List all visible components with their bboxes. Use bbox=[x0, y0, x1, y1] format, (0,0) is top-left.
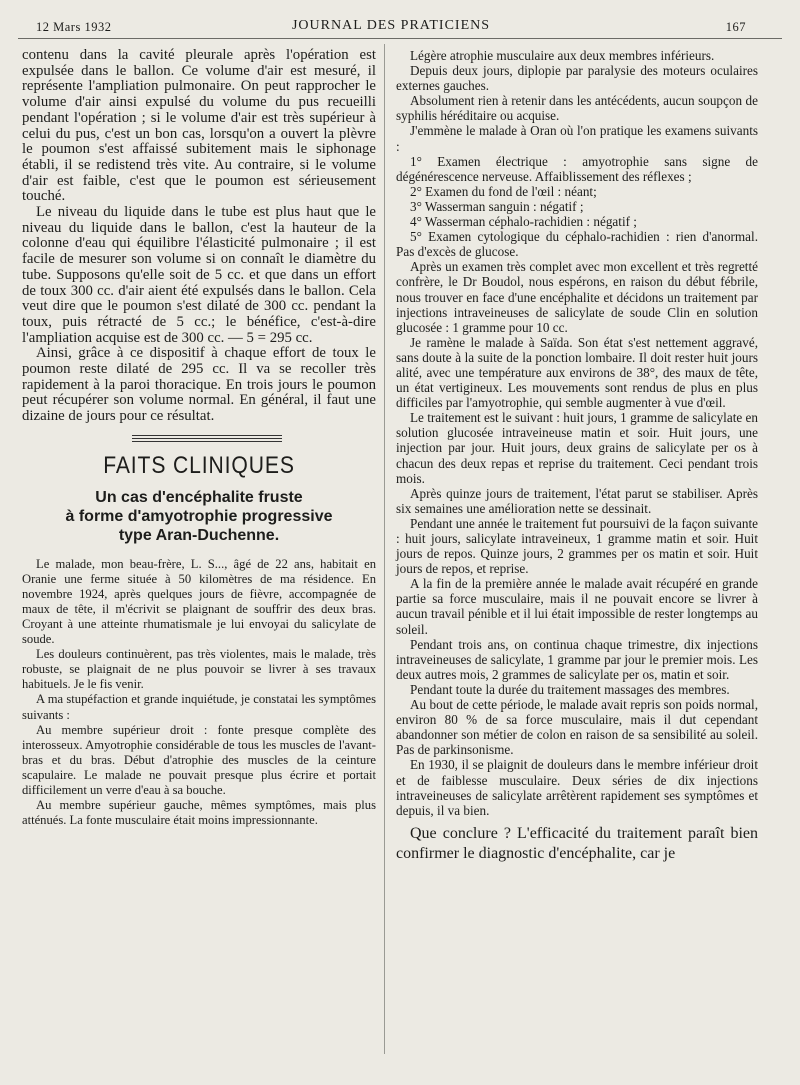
paragraph: contenu dans la cavité pleurale après l'opération est expulsée dans le ballon. Ce volume d'air est mesuré, il représente l'ampliation pulmonaire. On peut rapprocher le volume d'air ainsi expulsé du volume du pus recueilli pendant l'opération ; si le volume d'air est très supérieur à celui du pus, c'est un bon cas, lorsqu'on a ouvert la plèvre le poumon s'est affaissé subitement mais le siphonage établi, il se redistend très vite. Au contraire, si le volume d'air est faible, c'est que le poumon est sérieusement touché. bbox=[22, 47, 376, 205]
section-divider bbox=[132, 435, 282, 442]
paragraph: Légère atrophie musculaire aux deux membres inférieurs. bbox=[410, 48, 715, 63]
section-title: FAITS CLINIQUES bbox=[103, 451, 295, 479]
conclusion-paragraph: Que conclure ? L'efficacité du traitement paraît bien confirmer le diagnostic d'encéphalite, car je bbox=[396, 824, 758, 862]
paragraph: Au membre supérieur droit : fonte presque complète des interosseux. Amyotrophie considérable de tous les muscles de l'avant-bras et du bras. Début d'atrophie des muscles de la ceinture scapulaire. Le malade ne pouvait presque plus écrire et portait difficilement un verre d'eau à sa bouche. bbox=[22, 722, 376, 797]
paragraph: Le malade, mon beau-frère, L. S..., âgé de 22 ans, habitait en Oranie une ferme située à 50 kilomètres de ma résidence. En novembre 1924, après quelques jours de fièvre, accompagnée de maux de tête, il m'écrivit se plaignant de souffrir des deux bras. Croyant à une atteinte rhumatismale je lui envoyai du salicylate de soude. bbox=[22, 556, 376, 647]
exam-item: 1° Examen électrique : amyotrophie sans signe de dégénérescence nerveuse. Affaiblissement des réflexes ; bbox=[396, 153, 758, 184]
paragraph: Je ramène le malade à Saïda. Son état s'est nettement aggravé, sans doute à la suite de la ponction lombaire. Il doit rester huit jours alité, avec une température aux environs de 38°, des maux de tête, un état vertigineux. Les mouvements sont rendus de plus en plus difficiles par l'amyotrophie, qui semble augmenter à vue d'œil. bbox=[396, 334, 758, 411]
paragraph: Après un examen très complet avec mon excellent et très regretté confrère, le Dr Boudol, nous espérons, en raison du début fébrile, nous trouver en face d'une encéphalite et décidons un traitement par injections intraveineuses de salicylate de soude Clin en solution glucosée : 1 gramme pour 10 cc. bbox=[396, 259, 758, 335]
page-number: 167 bbox=[725, 20, 746, 34]
exam-item: 5° Examen cytologique du céphalo-rachidien : rien d'anormal. Pas d'excès de glucose. bbox=[396, 229, 758, 260]
paragraph: Les douleurs continuèrent, pas très violentes, mais le malade, très robuste, se plaignait de ne plus pouvoir se livrer à ses travaux habituels. Je le fis venir. bbox=[22, 647, 376, 692]
paragraph: Au bout de cette période, le malade avait repris son poids normal, environ 80 % de sa force musculaire, mais il dut cependant abandonner son métier de colon en raison de sa sensibilité au soleil. Pas de parkinsonisme. bbox=[396, 697, 758, 758]
paragraph: Pendant toute la durée du traitement massages des membres. bbox=[410, 681, 730, 697]
exam-item: 2° Examen du fond de l'œil : néant; bbox=[410, 183, 597, 199]
exam-item: 3° Wasserman sanguin : négatif ; bbox=[410, 198, 584, 214]
paragraph: Absolument rien à retenir dans les antécédents, aucun soupçon de syphilis héréditaire ou acquise. bbox=[396, 93, 758, 124]
issue-date: 12 Mars 1932 bbox=[36, 20, 112, 34]
paragraph: A ma stupéfaction et grande inquiétude, je constatai les symptômes suivants : bbox=[22, 692, 376, 722]
right-column bbox=[396, 48, 758, 864]
paragraph: Pendant une année le traitement fut poursuivi de la façon suivante : huit jours, salicylate intraveineux, 1 gramme matin et soir. Huit jours de repos. Quinze jours, 2 grammes per os matin et soir. Huit jours de repos, et reprise. bbox=[396, 515, 758, 577]
paragraph: Ainsi, grâce à ce dispositif à chaque effort de toux le poumon reste dilaté de 295 cc. Il va se recoller très rapidement à la paroi thoracique. En trois jours le poumon peut récupérer son volume normal. En général, il faut une dizaine de jours pour ce résultat. bbox=[22, 345, 376, 425]
case-title-line: à forme d'amyotrophie progressive bbox=[65, 507, 333, 525]
journal-title: JOURNAL DES PRATICIENS bbox=[291, 18, 491, 33]
page-header bbox=[36, 18, 746, 38]
paragraph: A la fin de la première année le malade avait récupéré en grande partie sa force musculaire, mais il ne pouvait encore se livrer à aucun travail pénible et il lui était impossible de rester longtemps au soleil. bbox=[396, 576, 758, 637]
case-title bbox=[22, 488, 376, 545]
paragraph: Depuis deux jours, diplopie par paralysie des moteurs oculaires externes gauches. bbox=[396, 63, 758, 94]
paragraph: Au membre supérieur gauche, mêmes symptômes, mais plus atténués. La fonte musculaire était moins impressionnante. bbox=[22, 798, 376, 828]
left-column bbox=[22, 48, 376, 828]
exam-item: 4° Wasserman céphalo-rachidien : négatif ; bbox=[410, 214, 637, 230]
case-title-line: type Aran-Duchenne. bbox=[118, 526, 280, 544]
header-rule bbox=[18, 38, 782, 39]
case-title-line: Un cas d'encéphalite fruste bbox=[95, 488, 303, 506]
paragraph: En 1930, il se plaignit de douleurs dans le membre inférieur droit et de faiblesse musculaire. Deux séries de dix injections intraveineuses de salicylate arrêtèrent rapidement ses symptômes et depuis, il va bien. bbox=[396, 757, 758, 818]
paragraph: Pendant trois ans, on continua chaque trimestre, dix injections intraveineuses de salicylate, 1 gramme par jour le premier mois. Les deux autres mois, 2 grammes de salicylate per os, matin et soir. bbox=[396, 636, 758, 682]
case-text bbox=[22, 557, 376, 829]
paragraph: Après quinze jours de traitement, l'état parut se stabiliser. Après six semaines une amélioration nette se dessinait. bbox=[396, 485, 758, 516]
paragraph: J'emmène le malade à Oran où l'on pratique les examens suivants : bbox=[396, 123, 758, 154]
paragraph: Le traitement est le suivant : huit jours, 1 gramme de salicylate en solution glucosée intraveineuse matin et soir. Huit jours, une injection par jour. Huit jours, deux grains de salicylate per os à chacun des deux repas et reprise du traitement. Ceci pendant trois mois. bbox=[396, 410, 758, 486]
paragraph: Le niveau du liquide dans le tube est plus haut que le niveau du liquide dans le ballon, c'est la hauteur de la colonne d'eau qui équilibre l'élasticité pulmonaire ; il est facile de mesurer son volume si on connaît le diamètre du tube. Supposons qu'elle soit de 5 cc. et que dans un effort de toux 300 cc. d'air aient été expulsés dans le ballon. Cela veut dire que le poumon s'est dilaté de 300 cc. pendant la toux, puis rétracté de 5 cc.; le bénéfice, c'est-à-dire l'ampliation acquise est de 300 cc. — 5 = 295 cc. bbox=[22, 204, 376, 346]
column-divider bbox=[384, 44, 385, 1054]
